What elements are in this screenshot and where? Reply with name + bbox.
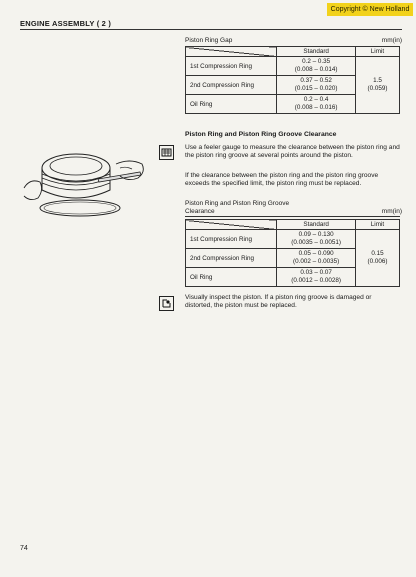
table1-unit: mm(in) — [381, 37, 402, 44]
table1-header-limit: Limit — [355, 47, 399, 57]
table2-standard: 0.09 – 0.130 (0.0035 – 0.0051) — [277, 230, 356, 249]
feeler-gauge-icon — [159, 145, 174, 160]
table2-unit: mm(in) — [381, 208, 402, 215]
table1-item: 1st Compression Ring — [186, 57, 277, 76]
table-row — [186, 57, 400, 76]
visual-inspect-icon — [159, 296, 174, 311]
header-rule — [20, 29, 402, 30]
page-number: 74 — [20, 545, 28, 552]
table2-header-limit: Limit — [355, 220, 399, 230]
table1-standard: 0.2 – 0.35 (0.008 – 0.014) — [277, 57, 356, 76]
table1-item: Oil Ring — [186, 95, 277, 114]
table2-item: Oil Ring — [186, 268, 277, 287]
clearance-subheading: Piston Ring and Piston Ring Groove Clearance — [185, 131, 337, 138]
table1-limit: 1.5 (0.059) — [355, 57, 399, 114]
table2-header-standard: Standard — [277, 220, 356, 230]
measure-instruction: Use a feeler gauge to measure the clearance between the piston ring and the piston ring groove at several points around the piston. — [185, 144, 400, 160]
table2-caption-line2: Clearance — [185, 208, 215, 215]
table1-standard: 0.37 – 0.52 (0.015 – 0.020) — [277, 76, 356, 95]
inspect-instruction: Visually inspect the piston. If a piston ring groove is damaged or distorted, the piston must be replaced. — [185, 294, 372, 310]
table1-standard: 0.2 – 0.4 (0.008 – 0.016) — [277, 95, 356, 114]
section-title: ENGINE ASSEMBLY ( 2 ) — [20, 19, 112, 28]
table1-item: 2nd Compression Ring — [186, 76, 277, 95]
ring-groove-clearance-table — [185, 219, 400, 287]
copyright-banner: Copyright © New Holland — [327, 3, 413, 16]
piston-ring-gap-table — [185, 46, 400, 114]
table2-corner-cell — [186, 220, 277, 230]
table2-standard: 0.03 – 0.07 (0.0012 – 0.0028) — [277, 268, 356, 287]
table1-caption: Piston Ring Gap — [185, 37, 233, 44]
table-row — [186, 230, 400, 249]
table1-header-standard: Standard — [277, 47, 356, 57]
replace-instruction: If the clearance between the piston ring and the piston ring groove exceeds the specified limit, the piston ring must be replaced. — [185, 172, 379, 188]
table2-limit: 0.15 (0.006) — [355, 230, 399, 287]
piston-feeler-gauge-illustration — [20, 138, 152, 220]
table2-item: 2nd Compression Ring — [186, 249, 277, 268]
table1-corner-cell — [186, 47, 277, 57]
table2-standard: 0.05 – 0.090 (0.002 – 0.0035) — [277, 249, 356, 268]
table2-caption-rule — [185, 216, 400, 217]
table2-caption: Piston Ring and Piston Ring Groove — [185, 200, 290, 207]
table2-item: 1st Compression Ring — [186, 230, 277, 249]
